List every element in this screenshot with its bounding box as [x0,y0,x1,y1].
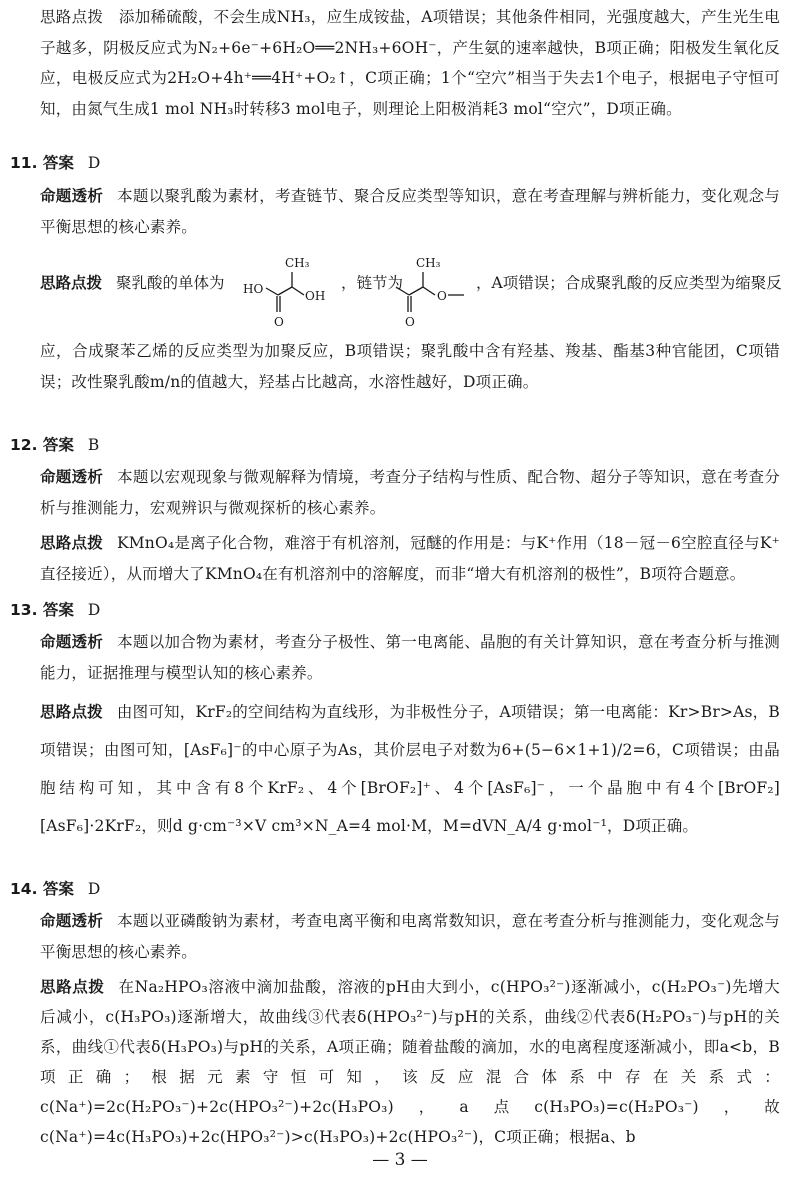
q14-analysis-paragraph [40,972,780,1152]
q11-analysis-part-c: ，A项错误；合成聚乳酸的反应类型为缩聚反 [476,274,782,292]
q12-answer: B [87,436,100,454]
q12-design-keyword: 命题透析 [40,468,104,486]
repeat-unit-ch3-label: CH₃ [416,256,441,270]
q14-analysis-text: 在Na₂HPO₃溶液中滴加盐酸，溶液的pH由大到小，c(HPO₃²⁻)逐渐减小，c(H₂PO₃⁻)先增大后减小，c(H₃PO₃)逐渐增大，故曲线③代表δ(HPO₃²⁻)与pH的关系，曲线②代表δ(H₂PO₃⁻)与pH的关系，曲线①代表δ(H₃PO₃)与pH的关系，A项正确；随着盐酸的滴加，水的电离程度逐渐减小，即a<b，B项正确；根据元素守恒可知，该反应混合体系中存在关系式：c(Na⁺)=2c(H₂PO₃⁻)+2c(HPO₃²⁻)+2c(H₃PO₃)，a点c(H₃PO₃)=c(H₂PO₃⁻)，故c(Na⁺)=4c(H₃PO₃)+2c(HPO₃²⁻)>c(H₃PO₃)+2c(HPO₃²⁻)，C项正确；根据a、b [40,978,780,1146]
q14-analysis-keyword: 思路点拨 [40,978,105,996]
q12-design-text: 本题以宏观现象与微观解释为情境，考查分子结构与性质、配合物、超分子等知识，意在考查分析与推测能力，宏观辨识与微观探析的核心素养。 [40,468,780,517]
q11-analysis-keyword: 思路点拨 [40,274,103,292]
q10-analysis-paragraph [40,2,780,124]
monomer-oh-label: OH [305,289,326,303]
q11-design-paragraph [40,181,780,242]
q12-analysis-keyword: 思路点拨 [40,534,103,552]
q14-design-paragraph [40,906,780,967]
q11-analysis-part-b: ，链节为 [341,274,404,292]
q13-answer: D [87,601,101,619]
repeat-unit-ester-o-label: O [437,289,447,303]
q14-answer-line [10,876,100,902]
q11-analysis-part-a: 聚乳酸的单体为 [116,274,225,292]
q12-answer-line [10,432,99,458]
q13-answer-line [10,597,100,623]
q13-design-keyword: 命题透析 [40,633,104,651]
q11-design-keyword: 命题透析 [40,187,104,205]
monomer-ho-label: HO [243,282,264,296]
q12-analysis-text: KMnO₄是离子化合物，难溶于有机溶剂，冠醚的作用是：与K⁺作用（18－冠－6空腔直径与K⁺直径接近），从而增大了KMnO₄在有机溶剂中的溶解度，而非“增大有机溶剂的极性”，B项符合题意。 [40,534,780,583]
q10-analysis-text: 思路点拨 添加稀硫酸，不会生成NH₃，应生成铵盐，A项错误；其他条件相同，光强度越大，产生光生电子越多，阴极反应式为N₂+6e⁻+6H₂O══2NH₃+6OH⁻，产生氨的速率越快，B项正确；阳极发生氧化反应，电极反应式为2H₂O+4h⁺══4H⁺+O₂↑，C项正确；1个“空穴”相当于失去1个电子，根据电子守恒可知，由氮气生成1 mol NH₃时转移3 mol电子，则理论上阳极消耗3 mol“空穴”，D项正确。 [40,8,780,118]
q11-analysis-line1a [40,268,225,298]
q13-analysis-keyword: 思路点拨 [40,703,103,721]
q14-design-text: 本题以亚磷酸钠为素材，考查电离平衡和电离常数知识，意在考查分析与推测能力，变化观念与平衡思想的核心素养。 [40,912,780,961]
q13-analysis-text: 由图可知，KrF₂的空间结构为直线形，为非极性分子，A项错误；第一电离能：Kr>Br>As，B项错误；由图可知，[AsF₆]⁻的中心原子为As，其价层电子对数为6+(5−6×1+1)/2=6，C项错误；由晶胞结构可知，其中含有8个KrF₂、4个[BrOF₂]⁺、4个[AsF₆]⁻，一个晶胞中有4个[BrOF₂][AsF₆]·2KrF₂，则d g·cm⁻³×V cm³×N_A=4 mol·M，M=dVN_A/4 g·mol⁻¹，D项正确。 [40,703,780,835]
q13-design-text: 本题以加合物为素材，考查分子极性、第一电离能、晶胞的有关计算知识，意在考查分析与推测能力，证据推理与模型认知的核心素养。 [40,633,780,682]
q13-analysis-paragraph [40,693,780,845]
q11-design-text: 本题以聚乳酸为素材，考查链节、聚合反应类型等知识，意在考查理解与辨析能力，变化观念与平衡思想的核心素养。 [40,187,780,236]
q11-analysis-continuation [40,336,780,397]
q11-analysis-line1c [476,268,782,298]
q13-number: 13. 答案 [10,601,74,619]
polylactic-repeat-unit-structure [392,250,474,330]
q12-analysis-paragraph [40,528,780,589]
page-number: — 3 — [372,1150,428,1170]
repeat-unit-carbonyl-o-label: O [405,315,415,329]
lactic-acid-monomer-structure [240,250,340,330]
q13-design-paragraph [40,627,780,688]
q11-answer: D [87,154,101,172]
monomer-ch3-label: CH₃ [285,256,310,270]
q11-answer-line [10,150,100,176]
q14-design-keyword: 命题透析 [40,912,104,930]
q12-design-paragraph [40,462,780,523]
q11-analysis-rest: 应，合成聚苯乙烯的反应类型为加聚反应，B项错误；聚乳酸中含有羟基、羧基、酯基3种官能团，C项错误；改性聚乳酸m/n的值越大，羟基占比越高，水溶性越好，D项正确。 [40,342,780,391]
q11-number: 11. 答案 [10,154,74,172]
monomer-o-label: O [274,315,284,329]
q14-answer: D [87,880,101,898]
q14-number: 14. 答案 [10,880,74,898]
q12-number: 12. 答案 [10,436,74,454]
